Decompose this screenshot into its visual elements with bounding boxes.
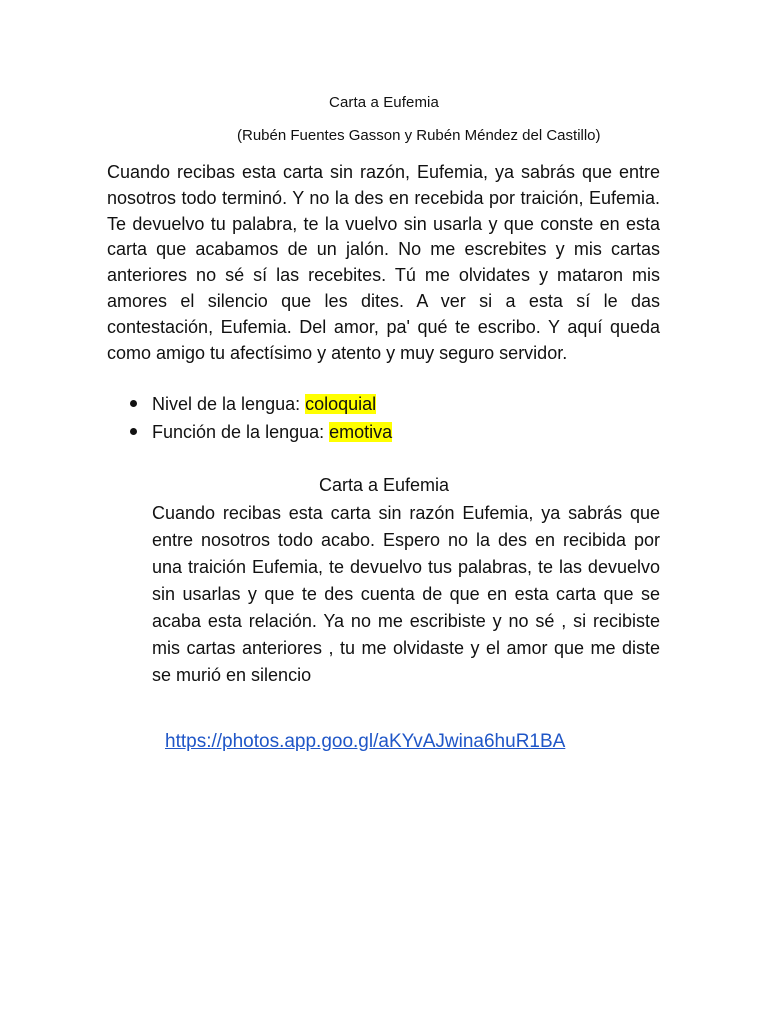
original-letter-paragraph: Cuando recibas esta carta sin razón, Eufemia, ya sabrás que entre nosotros todo terminó. Y no la des en recebida por traición, Eufemia. Te devuelvo tu palabra, te la vuelvo sin usarla y que conste en esta carta que acabamos de un jalón. No me escrebites y mis cartas anteriores no sé sí las recebites. Tú me olvidates y mataron mis amores el silencio que les dites. A ver si a esta sí le das contestación, Eufemia. Del amor, pa' qué te escribo. Y aquí queda como amigo tu afectísimo y atento y muy seguro servidor. bbox=[107, 162, 660, 363]
rewrite-title: Carta a Eufemia bbox=[318, 475, 450, 495]
list-item bbox=[130, 390, 392, 418]
list-item bbox=[130, 418, 392, 446]
bullet-icon bbox=[130, 428, 137, 435]
photos-link[interactable]: https://photos.app.goo.gl/aKYvAJwina6huR1BA bbox=[165, 731, 566, 752]
highlighted-value: coloquial bbox=[305, 394, 377, 414]
bullet-icon bbox=[130, 400, 137, 407]
document-authors: (Rubén Fuentes Gasson y Rubén Méndez del Castillo) bbox=[237, 127, 601, 144]
language-analysis-list bbox=[130, 390, 392, 446]
bullet-label: Nivel de la lengua: bbox=[152, 394, 306, 414]
document-title: Carta a Eufemia bbox=[329, 94, 439, 111]
rewrite-letter-paragraph: Cuando recibas esta carta sin razón Eufemia, ya sabrás que entre nosotros todo acabo. Espero no la des en recibida por una traición Eufemia, te devuelvo tus palabras, te las devuelvo sin usarlas y que te des cuenta de que en esta carta que se acaba esta relación. Ya no me escribiste y no sé , si recibiste mis cartas anteriores , tu me olvidaste y el amor que me diste se murió en silencio bbox=[152, 503, 660, 685]
highlighted-value: emotiva bbox=[329, 422, 393, 442]
bullet-label: Función de la lengua: bbox=[152, 422, 330, 442]
